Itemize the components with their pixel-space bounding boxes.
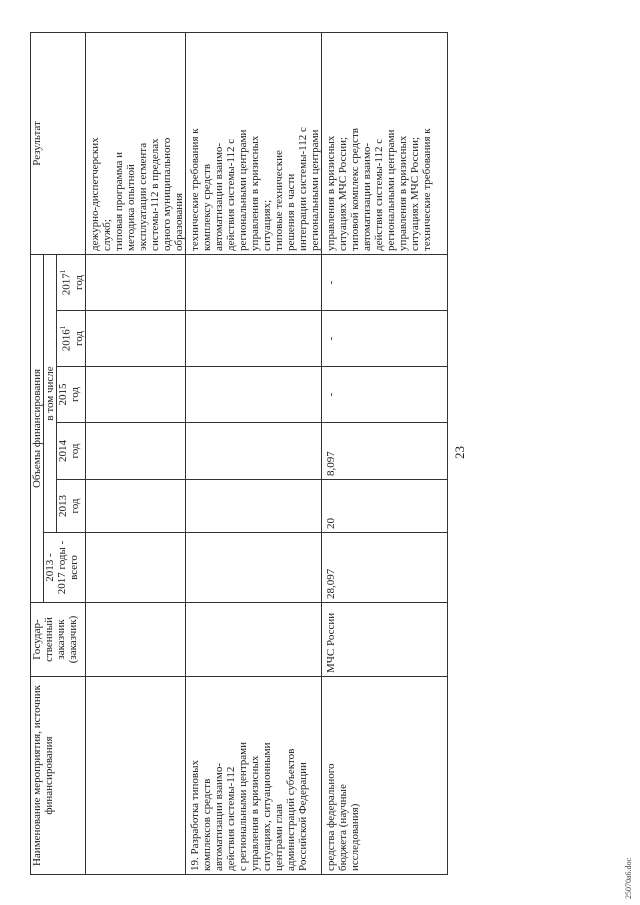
- table-row-funding-source: [321, 32, 447, 874]
- header-financing: Объемы финансирования: [31, 254, 44, 602]
- header-year-2017: 2017$^1$ год: [57, 254, 86, 310]
- header-year-2016: 2016$^1$ год: [57, 311, 86, 367]
- header-total-line: 2017 годы -: [56, 540, 68, 595]
- header-year-2014: 2014 год: [57, 423, 86, 480]
- header-customer-line: Государ-: [31, 619, 43, 660]
- header-including: в том числе: [44, 254, 57, 532]
- source-result: управления в кризисных ситуациях МЧС России; типовой комплекс средств автоматизации взаимо- действия системы-112 с региональными центрами управления в кризисных ситуациях МЧС России; технические требования к: [321, 32, 447, 254]
- source-2016: -: [321, 311, 447, 367]
- header-result: Результат: [31, 32, 86, 254]
- header-total: [44, 533, 86, 603]
- financing-table: [30, 32, 448, 875]
- source-customer: МЧС России: [321, 603, 447, 677]
- page-number: 23: [452, 446, 467, 459]
- source-2015: -: [321, 367, 447, 423]
- header-total-line: 2013 -: [44, 553, 56, 582]
- source-total: 28,097: [321, 533, 447, 603]
- source-2017: -: [321, 254, 447, 310]
- header-customer-line: ственный: [43, 617, 55, 662]
- result-continuation: дежурно-диспетчерских служб; типовая программа и методика опытной эксплуатации сегмента системы-112 в пределах одного муниципального образования: [85, 32, 185, 254]
- item-19-result: технические требования к комплексу средств автоматизации взаимо- действия системы-112 с региональными центрами управления в кризисных ситуациях; типовые технические решения в части интеграции системы-112 с региональными центрами: [185, 32, 321, 254]
- header-year-2015: 2015 год: [57, 367, 86, 423]
- footnote-mark: 1: [59, 325, 67, 330]
- header-customer-line: заказчик: [55, 619, 67, 660]
- header-name: Наименование мероприятия, источник финансирования: [31, 677, 86, 875]
- source-2013: 20: [321, 480, 447, 533]
- footer-filename: 25070a6.doc: [624, 857, 633, 899]
- header-total-line: всего: [68, 555, 80, 580]
- header-customer: [31, 603, 86, 677]
- header-year-2013: 2013 год: [57, 480, 86, 533]
- table-row-item-19: [185, 32, 321, 874]
- footnote-mark: 1: [59, 269, 67, 274]
- item-19-name: 19. Разработка типовых комплексов средств автоматизации взаимо- действия системы-112 с региональными центрами управления в кризисных ситуациях, ситуационными центрами глав администраций субъектов Российской Федерации: [185, 677, 321, 875]
- table-row-continuation: [85, 32, 185, 874]
- source-name: средства федерального бюджета (научные исследования): [321, 677, 447, 875]
- source-2014: 8,097: [321, 423, 447, 480]
- header-customer-line: (заказчик): [67, 615, 79, 664]
